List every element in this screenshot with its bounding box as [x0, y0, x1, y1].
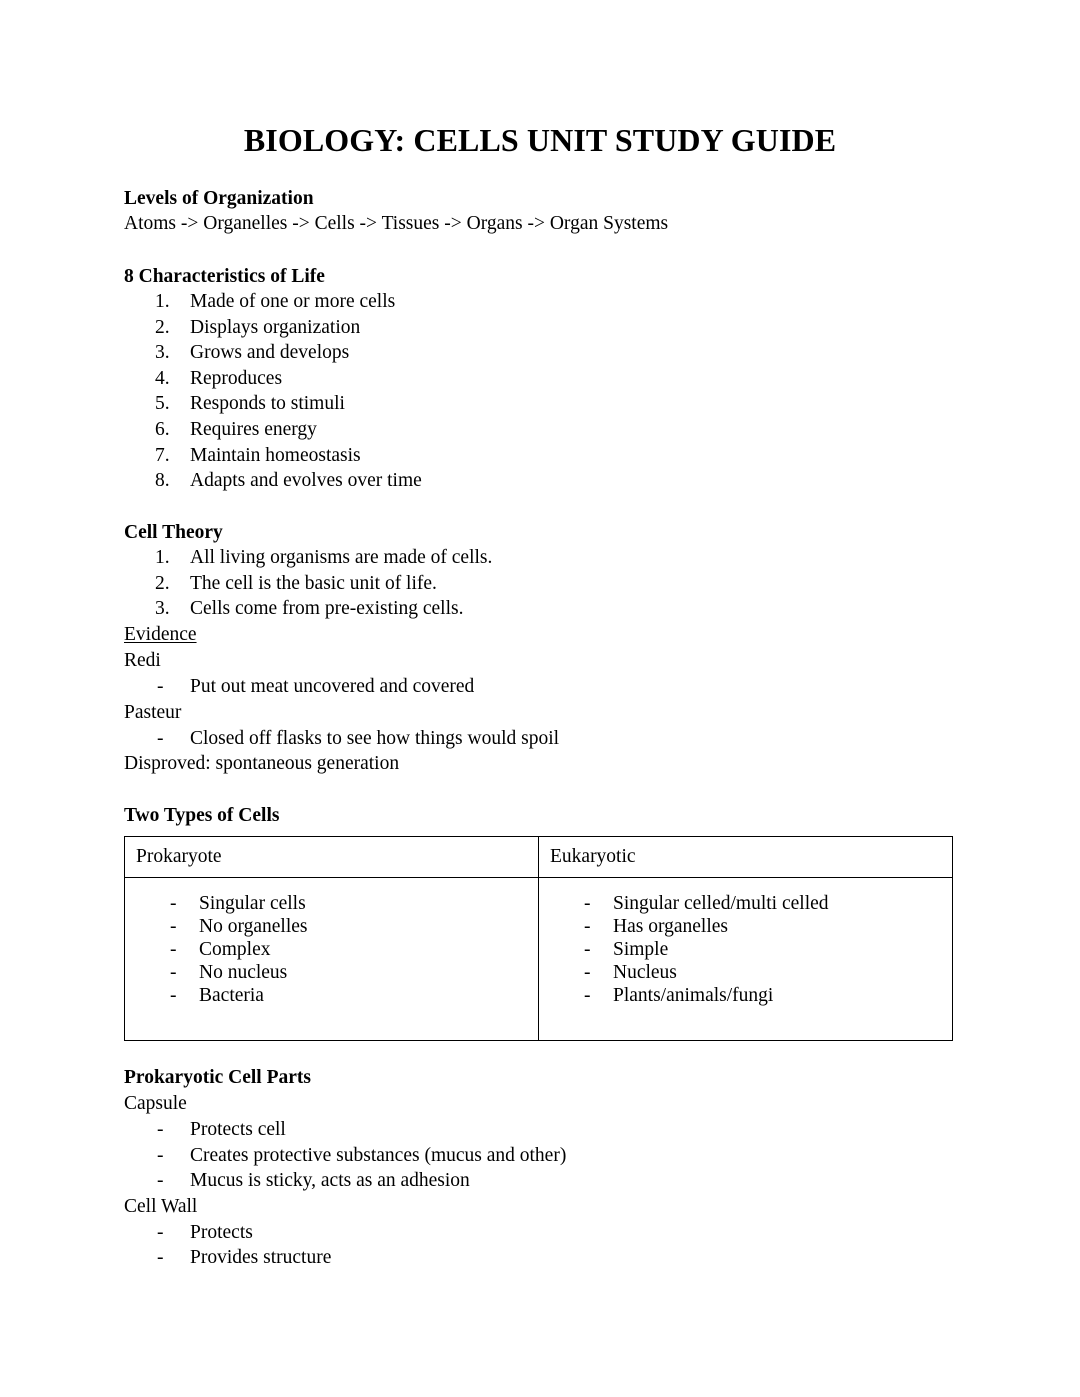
list-marker: 2.	[155, 572, 170, 594]
list-item-label: Cells come from pre-existing cells.	[190, 598, 464, 620]
bullet-dash: -	[157, 1119, 164, 1141]
list-marker: 5.	[155, 393, 170, 415]
list-item-label: Maintain homeostasis	[190, 444, 361, 466]
cell-wall-label: Cell Wall	[124, 1195, 198, 1217]
list-item	[539, 961, 952, 984]
pasteur-bullet-list	[124, 726, 956, 752]
section-heading-two-types: Two Types of Cells	[124, 805, 280, 827]
section-heading-characteristics: 8 Characteristics of Life	[124, 265, 325, 287]
list-item-label: Singular cells	[199, 893, 306, 915]
redi-bullet-list	[124, 674, 956, 700]
list-item-label: Protects	[190, 1221, 253, 1243]
list-item	[124, 674, 956, 700]
list-item	[125, 984, 538, 1007]
list-item-label: Plants/animals/fungi	[613, 985, 774, 1007]
list-item	[125, 961, 538, 984]
list-item-label: Closed off flasks to see how things would spoil	[190, 727, 560, 749]
table-row	[125, 878, 953, 1041]
list-item	[125, 915, 538, 938]
list-item-label: Creates protective substances (mucus and other)	[190, 1144, 567, 1166]
redi-label: Redi	[124, 650, 161, 672]
list-item	[124, 443, 956, 469]
bullet-dash: -	[584, 985, 591, 1007]
section-cell-theory	[124, 520, 956, 778]
bullet-dash: -	[157, 1144, 164, 1166]
table-header-cell-eukaryotic	[539, 837, 953, 878]
cell-theory-list	[124, 545, 956, 622]
two-types-of-cells-table	[124, 836, 953, 1041]
list-item-label: Protects cell	[190, 1119, 286, 1141]
list-item	[539, 892, 952, 915]
list-item	[125, 892, 538, 915]
cell-wall-bullet-list	[124, 1220, 956, 1271]
evidence-subheading	[124, 622, 956, 648]
list-item	[124, 1168, 956, 1194]
section-heading-cell-theory: Cell Theory	[124, 521, 223, 543]
bullet-dash: -	[157, 1170, 164, 1192]
capsule-label: Capsule	[124, 1092, 187, 1114]
bullet-dash: -	[170, 962, 177, 984]
list-item-label: The cell is the basic unit of life.	[190, 572, 437, 594]
list-item-label: Bacteria	[199, 985, 264, 1007]
bullet-dash: -	[170, 939, 177, 961]
list-item	[124, 391, 956, 417]
list-item	[124, 366, 956, 392]
list-item	[124, 289, 956, 315]
list-item	[124, 340, 956, 366]
list-item-label: Singular celled/multi celled	[613, 893, 829, 915]
list-item-label: Nucleus	[613, 962, 677, 984]
eukaryotic-trait-list	[539, 892, 952, 1007]
list-item	[124, 1117, 956, 1143]
evidence-label: Evidence	[124, 623, 197, 645]
bullet-dash: -	[157, 727, 164, 749]
prokaryote-trait-list	[125, 892, 538, 1007]
list-item-label: Made of one or more cells	[190, 291, 396, 313]
list-item	[125, 938, 538, 961]
list-marker: 7.	[155, 444, 170, 466]
list-marker: 4.	[155, 367, 170, 389]
list-item	[539, 915, 952, 938]
section-levels-of-organization	[124, 186, 956, 238]
characteristics-list	[124, 289, 956, 493]
list-item	[124, 1245, 956, 1271]
list-item-label: Put out meat uncovered and covered	[190, 676, 475, 698]
bullet-dash: -	[157, 1247, 164, 1269]
list-item-label: Requires energy	[190, 419, 317, 440]
list-item-label: Grows and develops	[190, 342, 350, 364]
list-item	[124, 726, 956, 752]
list-item-label: No nucleus	[199, 962, 288, 984]
list-item-label: Complex	[199, 939, 271, 961]
list-item-label: Responds to stimuli	[190, 393, 345, 415]
list-item	[539, 938, 952, 961]
list-item	[124, 315, 956, 341]
column-header-label: Prokaryote	[136, 846, 222, 868]
bullet-dash: -	[157, 1221, 164, 1243]
column-header-label: Eukaryotic	[550, 846, 636, 868]
levels-of-organization-text: Atoms -> Organelles -> Cells -> Tissues -> Organs -> Organ Systems	[124, 213, 669, 235]
list-marker: 8.	[155, 470, 170, 492]
section-heading-prokaryotic-parts: Prokaryotic Cell Parts	[124, 1067, 312, 1089]
list-item-label: Provides structure	[190, 1247, 332, 1269]
page-title: BIOLOGY: CELLS UNIT STUDY GUIDE	[243, 122, 837, 158]
list-item-label: Mucus is sticky, acts as an adhesion	[190, 1170, 470, 1192]
section-heading-levels: Levels of Organization	[124, 187, 314, 209]
table-row	[125, 837, 953, 878]
list-marker: 2.	[155, 316, 170, 338]
list-marker: 1.	[155, 547, 170, 569]
bullet-dash: -	[170, 985, 177, 1007]
table-cell-eukaryotic-traits	[539, 878, 953, 1041]
bullet-dash: -	[157, 676, 164, 698]
list-item	[124, 417, 956, 443]
list-item	[124, 571, 956, 597]
list-marker: 3.	[155, 598, 170, 620]
list-item	[124, 1143, 956, 1169]
list-item-label: No organelles	[199, 916, 308, 938]
section-two-types-of-cells	[124, 803, 956, 1041]
bullet-dash: -	[170, 916, 177, 938]
section-prokaryotic-cell-parts	[124, 1065, 956, 1271]
bullet-dash: -	[584, 939, 591, 961]
section-characteristics-of-life	[124, 264, 956, 494]
bullet-dash: -	[584, 893, 591, 915]
bullet-dash: -	[584, 916, 591, 938]
pasteur-label: Pasteur	[124, 701, 182, 723]
list-item-label: Displays organization	[190, 316, 361, 338]
list-item	[124, 596, 956, 622]
list-item	[539, 984, 952, 1007]
list-item-label: Simple	[613, 939, 669, 961]
list-item-label: Has organelles	[613, 916, 728, 938]
list-item	[124, 468, 956, 494]
list-item-label: Reproduces	[190, 367, 283, 389]
list-marker: 1.	[155, 291, 170, 313]
table-cell-prokaryote-traits	[125, 878, 539, 1041]
bullet-dash: -	[170, 893, 177, 915]
list-marker: 6.	[155, 419, 170, 440]
capsule-bullet-list	[124, 1117, 956, 1194]
list-item-label: Adapts and evolves over time	[190, 470, 422, 492]
table-header-cell-prokaryote	[125, 837, 539, 878]
list-item	[124, 1220, 956, 1246]
list-item	[124, 545, 956, 571]
disproved-text: Disproved: spontaneous generation	[124, 753, 400, 775]
list-item-label: All living organisms are made of cells.	[190, 547, 493, 569]
bullet-dash: -	[584, 962, 591, 984]
list-marker: 3.	[155, 342, 170, 364]
